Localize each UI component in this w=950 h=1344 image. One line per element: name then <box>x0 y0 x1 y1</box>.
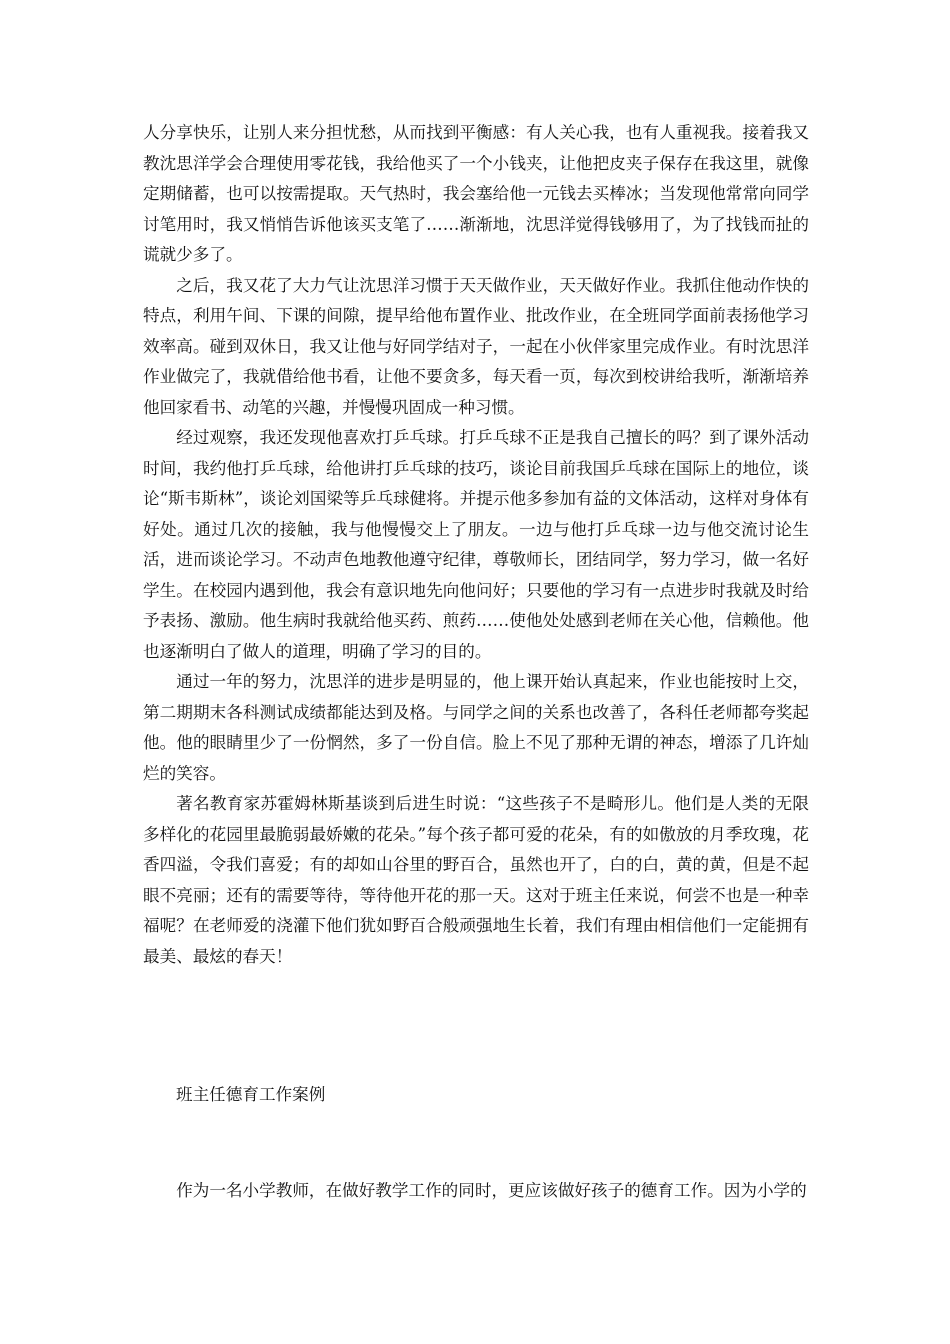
tail-paragraph: 作为一名小学教师，在做好教学工作的同时，更应该做好孩子的德育工作。因为小学的 <box>176 1181 807 1200</box>
paragraph-2: 之后，我又花了大力气让沈思洋习惯于天天做作业，天天做好作业。我抓住他动作快的特点，利用午间、下课的间隙，提早给他布置作业、批改作业，在全班同学面前表扬他学习效率高。碰到双休日，我又让他与好同学结对子，一起在小伙伴家里完成作业。有时沈思洋作业做完了，我就借给他书看，让他不要贪多，每天看一页，每次到校讲给我听，渐渐培养他回家看书、动笔的兴趣，并慢慢巩固成一种习惯。 <box>143 275 809 417</box>
section-title: 班主任德育工作案例 <box>176 1085 326 1104</box>
paragraph-4: 通过一年的努力，沈思洋的进步是明显的，他上课开始认真起来，作业也能按时上交，第二期期末各科测试成绩都能达到及格。与同学之间的关系也改善了，各科任老师都夸奖起他。他的眼睛里少了一份惘然，多了一份自信。脸上不见了那种无谓的神态，增添了几许灿烂的笑容。 <box>143 672 809 783</box>
paragraph-5: 著名教育家苏霍姆林斯基谈到后进生时说：“这些孩子不是畸形儿。他们是人类的无限多样化的花园里最脆弱最娇嫩的花朵。”每个孩子都可爱的花朵，有的如傲放的月季玫瑰，花香四溢，令我们喜爱；有的却如山谷里的野百合，虽然也开了，白的白，黄的黄，但是不起眼不亮丽；还有的需要等待，等待他开花的那一天。这对于班主任来说，何尝不也是一种幸福呢？在老师爱的浇灌下他们犹如野百合般顽强地生长着，我们有理由相信他们一定能拥有最美、最炫的春天！ <box>143 794 809 966</box>
paragraph-1: 人分享快乐，让别人来分担忧愁，从而找到平衡感：有人关心我，也有人重视我。接着我又教沈思洋学会合理使用零花钱，我给他买了一个小钱夹，让他把皮夹子保存在我这里，就像定期储蓄，也可以按需提取。天气热时，我会塞给他一元钱去买棒冰；当发现他常常向同学讨笔用时，我又悄悄告诉他该买支笔了……渐渐地，沈思洋觉得钱够用了，为了找钱而扯的谎就少多了。 <box>143 123 809 264</box>
document-body <box>143 118 809 972</box>
paragraph-3: 经过观察，我还发现他喜欢打乒乓球。打乒乓球不正是我自己擅长的吗？到了课外活动时间，我约他打乒乓球，给他讲打乒乓球的技巧，谈论目前我国乒乓球在国际上的地位，谈论“斯韦斯林”，谈论刘国梁等乒乓球健将。并提示他多参加有益的文体活动，这样对身体有好处。通过几次的接触，我与他慢慢交上了朋友。一边与他打乒乓球一边与他交流讨论生活，进而谈论学习。不动声色地教他遵守纪律，尊敬师长，团结同学，努力学习，做一名好学生。在校园内遇到他，我会有意识地先向他问好；只要他的学习有一点进步时我就及时给予表扬、激励。他生病时我就给他买药、煎药……使他处处感到老师在关心他，信赖他。他也逐渐明白了做人的道理，明确了学习的目的。 <box>143 428 809 661</box>
